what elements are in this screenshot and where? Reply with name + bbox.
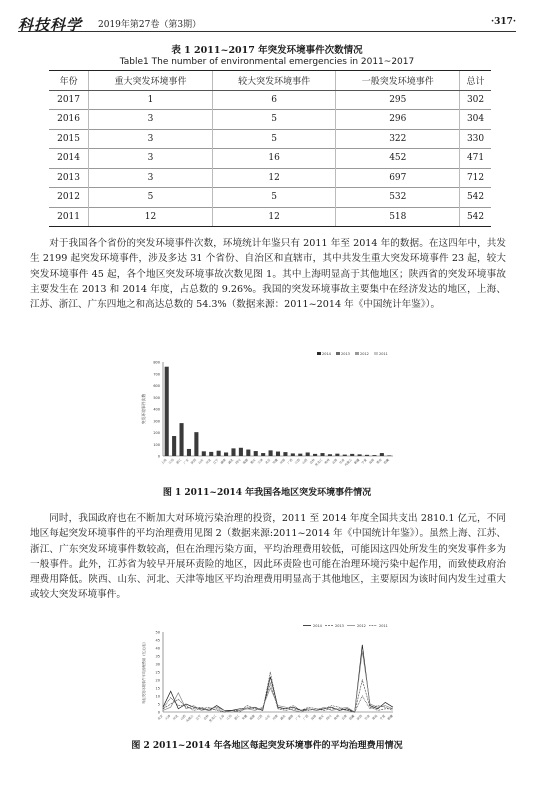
y-tick-label: 5 (157, 702, 160, 707)
figure1-caption: 图 1 2011~2014 年我国各地区突发环境事件情况 (162, 488, 372, 498)
legend-label: 2013 (335, 623, 344, 628)
table-column-header: 较大突发环境事件 (212, 71, 336, 91)
table-cell: 6 (212, 90, 336, 110)
table-column-header: 年份 (49, 71, 89, 91)
bar (350, 454, 354, 456)
table-cell: 697 (336, 168, 460, 188)
y-tick-label: 300 (153, 419, 160, 424)
paragraph-1: 对于我国各个省份的突发环境事件次数，环境统计年鉴只有 2011 年至 2014 年的数据。在这四年中，共发生 2199 起突发环境事件，涉及多达 31 个省份、自治区和直辖市，其中共发生重大突发环境事件 23 起，较大突发环境事件 45 起，各个地区突发环境事故次数见图 1。其中上海明显高于其他地区；陕西省的突发环境事故主要发生在 2013 和 2014 年度，占总数的 9.26%。我国的突发环境事故主要集中在经济发达的地区，上海、江苏、浙江、广东四地之和高达总数的 54.3%（数据来源：2011~2014 年《中国统计年鉴》）。 (30, 238, 506, 311)
legend-label: 2012 (360, 351, 369, 356)
emergency-table (49, 70, 491, 227)
x-tick-label: 湖南 (219, 457, 227, 465)
x-tick-label: 北京 (156, 713, 164, 721)
x-tick-label: 新疆 (353, 457, 361, 465)
y-tick-label: 35 (155, 654, 160, 659)
legend-label: 2012 (357, 623, 366, 628)
page-header (18, 14, 516, 36)
legend-label: 2014 (322, 351, 331, 356)
table-cell: 3 (89, 149, 213, 169)
y-tick-label: 800 (153, 360, 160, 365)
table-column-header: 一般突发环境事件 (336, 71, 460, 91)
x-tick-label: 内蒙古 (185, 713, 195, 724)
x-tick-label: 江苏 (167, 457, 175, 465)
x-tick-label: 辽宁 (194, 713, 203, 721)
table-row (49, 129, 491, 149)
table-cell: 322 (336, 129, 460, 149)
bar (313, 454, 317, 456)
legend-label: 2014 (313, 623, 322, 628)
table-cell: 295 (336, 90, 460, 110)
bar (306, 452, 310, 456)
table-row (49, 110, 491, 130)
x-tick-label: 贵州 (323, 457, 331, 465)
header-rule (18, 31, 516, 32)
x-tick-label: 安徽 (271, 457, 279, 465)
x-tick-label: 西藏 (382, 457, 390, 465)
y-axis-label: 每起突发环境事件平均治理费用（亿元/起） (142, 640, 146, 704)
x-tick-label: 吉林 (202, 713, 210, 721)
table-cell: 16 (212, 149, 336, 169)
bar (298, 454, 302, 456)
y-tick-label: 400 (153, 407, 160, 412)
table-caption-en: Table1 The number of environmental emergencies in 2011~2017 (119, 57, 415, 67)
x-tick-label: 海南 (368, 457, 376, 465)
x-tick-label: 辽宁 (212, 457, 220, 465)
table-cell: 330 (460, 129, 491, 149)
y-tick-label: 10 (155, 694, 160, 699)
table-cell: 304 (460, 110, 491, 130)
y-axis-label: 突发环境事件次数 (141, 393, 146, 425)
x-tick-label: 山东 (197, 457, 205, 465)
bar (372, 455, 376, 456)
y-tick-label: 0 (157, 710, 160, 715)
x-tick-label: 贵州 (332, 713, 341, 721)
table-cell: 3 (89, 168, 213, 188)
series-line (163, 651, 393, 712)
x-tick-label: 江西 (256, 713, 264, 721)
x-tick-label: 天津 (256, 457, 264, 465)
table-cell: 712 (460, 168, 491, 188)
bar (224, 452, 228, 456)
x-tick-label: 甘肃 (363, 713, 371, 721)
x-tick-label: 天津 (164, 713, 172, 721)
table-cell: 471 (460, 149, 491, 169)
y-tick-label: 50 (155, 630, 160, 635)
x-tick-label: 宁夏 (360, 457, 368, 465)
x-tick-label: 云南 (340, 713, 348, 721)
table-cell: 2014 (49, 149, 89, 169)
bar (217, 451, 221, 456)
table-cell: 3 (89, 110, 213, 130)
legend-swatch (317, 352, 321, 355)
y-tick-label: 45 (155, 638, 160, 643)
x-tick-label: 湖北 (227, 457, 235, 465)
bar (335, 454, 339, 456)
x-tick-label: 内蒙古 (343, 457, 353, 468)
y-tick-label: 700 (153, 372, 160, 377)
bar (254, 451, 258, 456)
bar (180, 423, 184, 456)
bar (343, 455, 347, 456)
x-tick-label: 青海 (371, 713, 379, 721)
table-column-header: 重大突发环境事件 (89, 71, 213, 91)
bar (246, 450, 250, 456)
table-cell: 2017 (49, 90, 89, 110)
bar (365, 455, 369, 456)
x-tick-label: 上海 (160, 457, 168, 465)
y-tick-label: 600 (153, 384, 160, 388)
bar (187, 449, 191, 456)
table-cell: 2013 (49, 168, 89, 188)
x-tick-label: 新疆 (386, 713, 394, 721)
table-cell: 542 (460, 188, 491, 208)
legend-label: 2011 (379, 351, 388, 356)
x-tick-label: 广西 (302, 713, 310, 721)
table-body (49, 90, 491, 227)
x-tick-label: 四川 (234, 457, 242, 465)
x-tick-label: 北京 (264, 457, 272, 465)
x-tick-label: 上海 (217, 713, 226, 721)
bar (239, 448, 243, 456)
table-cell: 2012 (49, 188, 89, 208)
x-tick-label: 陕西 (190, 457, 198, 465)
table-cell: 12 (212, 168, 336, 188)
paragraph-2: 同时，我国政府也在不断加大对环境污染治理的投资，2011 至 2014 年度全国共支出 2810.1 亿元，不同地区每起突发环境事件的平均治理费用见图 2（数据来源:2011~2014 年《中国统计年鉴》）。虽然上海、江苏、浙江、广东突发环境事件数较高，但在治理污染方面，平均治理费用较低，可能因这四处所发生的突发事件多为一般事件。此外，江苏省为较早开展环责险的地区，因此环责险也可能在治理环境污染中起作用，而致使政府治理费用降低。陕西、山东、河北、天津等地区平均治理费用明显高于其他地区，主要原因为该时间内发生过重大或较大突发环境事件。 (30, 513, 506, 601)
y-tick-label: 0 (157, 454, 160, 459)
table-cell: 452 (336, 149, 460, 169)
bar (202, 451, 206, 456)
bar (358, 454, 362, 456)
table-cell: 2011 (49, 207, 89, 227)
table-row (49, 188, 491, 208)
legend-label: 2013 (341, 351, 350, 356)
table-cell: 518 (336, 207, 460, 227)
x-tick-label: 湖北 (279, 713, 287, 721)
x-tick-label: 广西 (286, 457, 294, 465)
x-tick-label: 山西 (179, 713, 187, 721)
table-row (49, 90, 491, 110)
x-tick-label: 宁夏 (378, 713, 387, 721)
table-cell: 2016 (49, 110, 89, 130)
x-tick-label: 河北 (171, 713, 180, 721)
x-tick-label: 浙江 (233, 713, 241, 721)
bar (387, 455, 391, 456)
y-tick-label: 40 (155, 646, 160, 651)
x-tick-label: 福建 (248, 713, 256, 721)
x-tick-label: 西藏 (348, 713, 356, 721)
table-cell: 2015 (49, 129, 89, 149)
table-caption-cn: 表 1 2011~2017 年突发环境事件次数情况 (171, 45, 363, 56)
table-row (49, 149, 491, 169)
bar (231, 448, 235, 456)
x-tick-label: 海南 (309, 713, 318, 721)
table-cell: 302 (460, 90, 491, 110)
issue-info: 2019年第27卷（第3期） (98, 20, 202, 30)
table-cell: 5 (212, 110, 336, 130)
x-tick-label: 陕西 (355, 713, 364, 721)
x-tick-label: 河南 (279, 457, 287, 465)
table-cell: 5 (89, 188, 213, 208)
x-tick-label: 湖南 (286, 713, 295, 721)
y-tick-label: 30 (155, 662, 160, 667)
table-cell: 5 (212, 188, 336, 208)
series-line (163, 645, 393, 712)
table-cell: 5 (212, 129, 336, 149)
y-tick-label: 15 (155, 686, 160, 691)
y-tick-label: 20 (155, 678, 160, 683)
bar (328, 454, 332, 456)
x-tick-label: 青海 (375, 457, 383, 465)
figure1-bar-chart (135, 348, 400, 476)
x-tick-label: 安徽 (240, 713, 249, 721)
table-column-header: 总计 (460, 71, 491, 91)
bar (283, 452, 287, 456)
x-tick-label: 江西 (293, 457, 301, 465)
x-tick-label: 甘肃 (338, 457, 346, 465)
x-tick-label: 黑龙江 (314, 457, 324, 468)
table-cell: 3 (89, 129, 213, 149)
bar (320, 453, 324, 456)
x-tick-label: 江苏 (225, 713, 233, 721)
table-cell: 12 (89, 207, 213, 227)
x-tick-label: 吉林 (308, 457, 316, 465)
bar (172, 436, 176, 456)
y-tick-label: 500 (153, 395, 160, 400)
bar (291, 453, 295, 456)
x-tick-label: 山东 (263, 713, 272, 721)
bar (380, 453, 384, 456)
x-tick-label: 河北 (204, 457, 212, 465)
x-tick-label: 四川 (325, 713, 333, 721)
bar (269, 450, 273, 456)
table-row (49, 207, 491, 227)
table-cell: 296 (336, 110, 460, 130)
legend-swatch (336, 352, 340, 355)
x-tick-label: 福建 (241, 457, 250, 465)
y-tick-label: 25 (155, 670, 160, 675)
bar (261, 453, 265, 456)
bar (165, 367, 169, 456)
table-cell: 542 (460, 207, 491, 227)
x-tick-label: 广东 (294, 713, 302, 721)
x-tick-label: 重庆 (249, 457, 257, 465)
legend-swatch (355, 352, 359, 355)
x-tick-label: 黑龙江 (208, 713, 218, 724)
y-tick-label: 200 (153, 431, 160, 435)
bar (209, 452, 213, 456)
bar (276, 452, 280, 456)
x-tick-label: 河南 (271, 713, 279, 721)
x-tick-label: 广东 (182, 457, 190, 465)
figure2-caption: 图 2 2011~2014 年各地区每起突发环境事件的平均治理费用情况 (131, 741, 403, 751)
y-tick-label: 100 (153, 442, 160, 447)
table-cell: 12 (212, 207, 336, 227)
journal-logo: 科技科学 (18, 16, 83, 34)
table-cell: 1 (89, 90, 213, 110)
x-tick-label: 浙江 (175, 457, 183, 465)
x-tick-label: 山西 (301, 457, 309, 465)
table-header-row (49, 71, 491, 91)
figure2-line-chart (135, 620, 400, 732)
legend-swatch (374, 352, 378, 355)
table-cell: 532 (336, 188, 460, 208)
table-row (49, 168, 491, 188)
legend-label: 2011 (379, 623, 388, 628)
bar (194, 432, 198, 456)
x-tick-label: 重庆 (317, 713, 325, 721)
page-number: ·317· (490, 17, 516, 27)
x-tick-label: 云南 (330, 457, 339, 465)
